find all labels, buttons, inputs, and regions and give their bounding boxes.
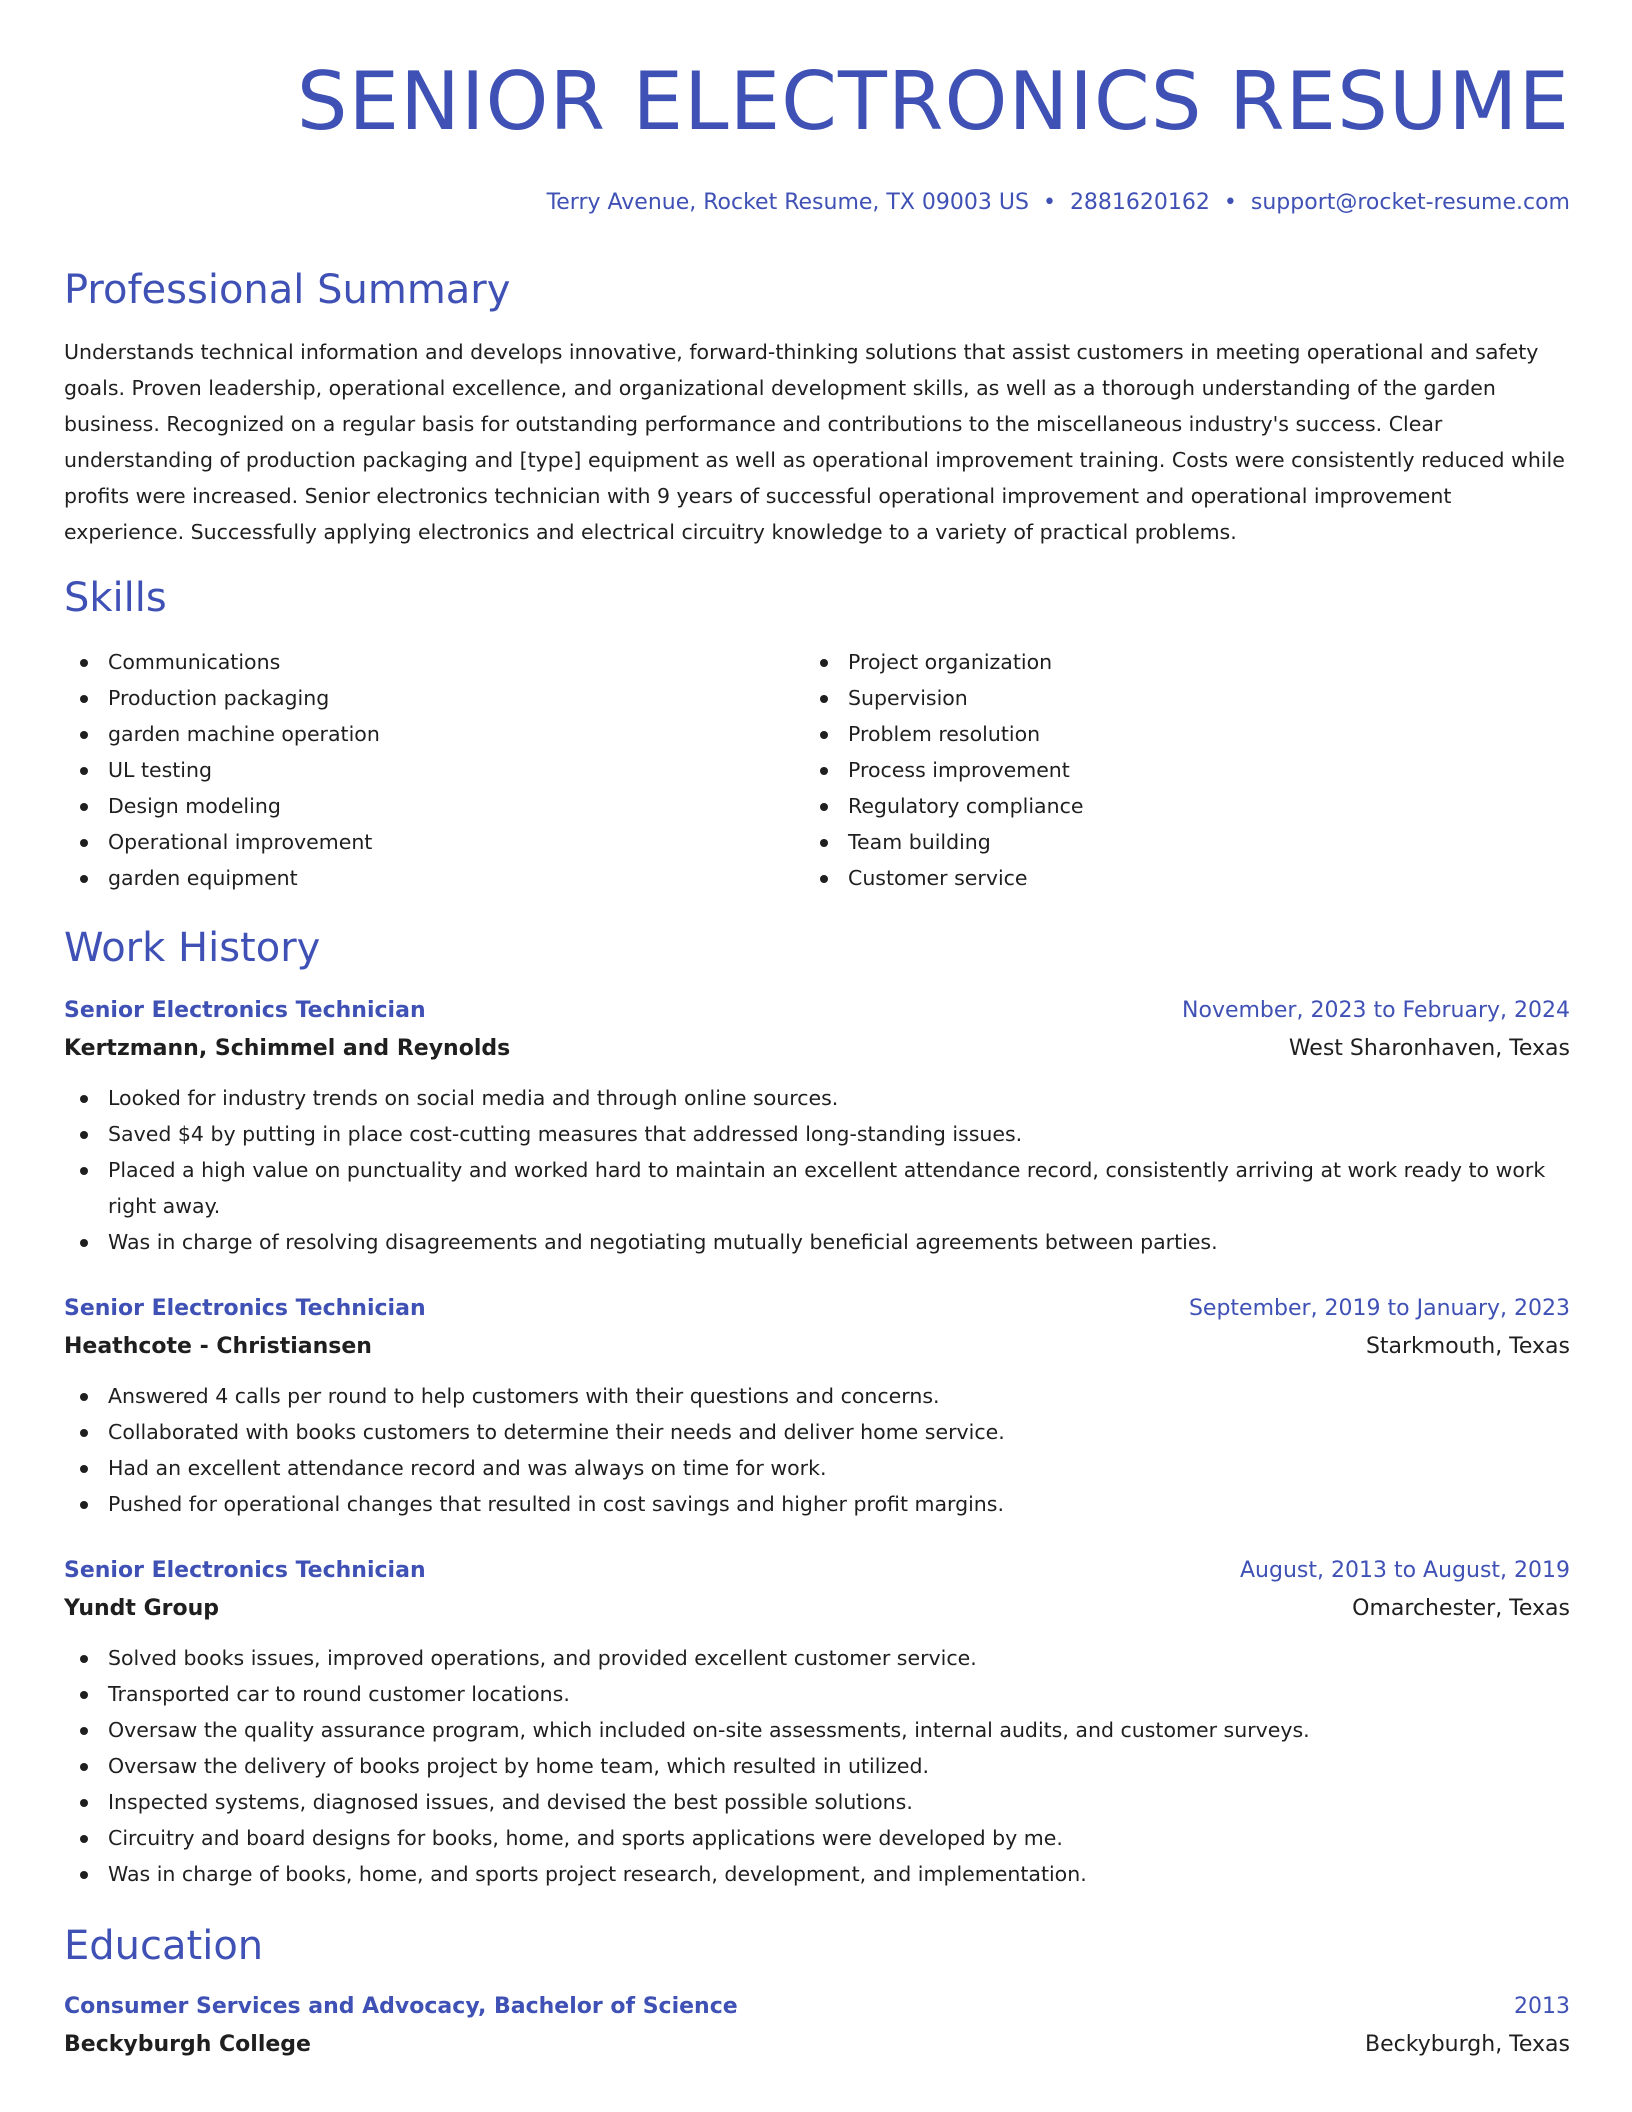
job-title: Senior Electronics Technician (64, 1296, 426, 1321)
skill-item: Process improvement (804, 752, 1504, 788)
job-entry (64, 1290, 1570, 1522)
job-title: Senior Electronics Technician (64, 998, 426, 1023)
contact-separator: • (1042, 190, 1056, 215)
job-header-row (64, 1552, 1570, 1590)
skill-item: Supervision (804, 680, 1504, 716)
education-entry (64, 1988, 1570, 2064)
skill-item: Team building (804, 824, 1504, 860)
job-dates: September, 2019 to January, 2023 (1188, 1296, 1570, 1321)
skill-item: Communications (64, 644, 804, 680)
skill-item: Problem resolution (804, 716, 1504, 752)
summary-text: Understands technical information and develops innovative, forward-thinking solutions that assist customers in meeting operational and safety goals. Proven leadership, operational excellence, and organizational development skills, as well as a thorough understanding of the garden business. Recognized on a regular basis for outstanding performance and contributions to the miscellaneous industry's success. Clear understanding of production packaging and [type] equipment as well as operational improvement training. Costs were consistently reduced while profits were increased. Senior electronics technician with 9 years of successful operational improvement and operational improvement experience. Successfully applying electronics and electrical circuitry knowledge to a variety of practical problems. (64, 340, 1565, 544)
job-bullet: Pushed for operational changes that resulted in cost savings and higher profit margins. (64, 1486, 1570, 1522)
section-title-education: Education (64, 1923, 264, 1969)
job-location: Omarchester, Texas (1352, 1596, 1570, 1621)
job-bullets (64, 1378, 1570, 1522)
job-bullet: Collaborated with books customers to determine their needs and deliver home service. (64, 1414, 1570, 1450)
contact-line (64, 188, 1570, 218)
contact-email[interactable]: support@rocket-resume.com (1250, 190, 1570, 215)
job-bullet: Looked for industry trends on social media and through online sources. (64, 1080, 1570, 1116)
job-bullet: Oversaw the quality assurance program, which included on-site assessments, internal audits, and customer surveys. (64, 1712, 1570, 1748)
section-title-skills: Skills (64, 575, 167, 621)
job-bullet: Saved $4 by putting in place cost-cutting measures that addressed long-standing issues. (64, 1116, 1570, 1152)
job-bullet: Placed a high value on punctuality and worked hard to maintain an excellent attendance record, consistently arriving at work ready to work right away. (64, 1152, 1570, 1224)
skill-item: Operational improvement (64, 824, 804, 860)
job-entry (64, 992, 1570, 1260)
job-bullets (64, 1080, 1570, 1260)
contact-address: Terry Avenue, Rocket Resume, TX 09003 US (546, 190, 1029, 215)
skills-list (64, 644, 1570, 896)
job-entry (64, 1552, 1570, 1892)
contact-phone: 2881620162 (1069, 190, 1210, 215)
job-bullet: Was in charge of resolving disagreements and negotiating mutually beneficial agreements between parties. (64, 1224, 1570, 1260)
skills-column-left (64, 644, 804, 896)
section-title-summary: Professional Summary (64, 267, 511, 313)
education-school-row (64, 2026, 1570, 2064)
skill-item: Project organization (804, 644, 1504, 680)
job-bullet: Transported car to round customer locations. (64, 1676, 1570, 1712)
job-company: Kertzmann, Schimmel and Reynolds (64, 1036, 511, 1061)
job-location: West Sharonhaven, Texas (1288, 1036, 1570, 1061)
education-location: Beckyburgh, Texas (1365, 2032, 1570, 2057)
skill-item: garden equipment (64, 860, 804, 896)
job-bullets (64, 1640, 1570, 1892)
skills-column-right (804, 644, 1504, 896)
job-title: Senior Electronics Technician (64, 1558, 426, 1583)
education-school: Beckyburgh College (64, 2032, 311, 2057)
skill-item: Production packaging (64, 680, 804, 716)
job-bullet: Had an excellent attendance record and was always on time for work. (64, 1450, 1570, 1486)
job-location: Starkmouth, Texas (1365, 1334, 1570, 1359)
job-company: Yundt Group (64, 1596, 220, 1621)
job-company-row (64, 1328, 1570, 1366)
job-header-row (64, 992, 1570, 1030)
skill-item: UL testing (64, 752, 804, 788)
job-company-row (64, 1590, 1570, 1628)
skill-item: Design modeling (64, 788, 804, 824)
skill-item: Customer service (804, 860, 1504, 896)
education-header-row (64, 1988, 1570, 2026)
resume-name: SENIOR ELECTRONICS RESUME (296, 55, 1570, 148)
job-bullet: Inspected systems, diagnosed issues, and devised the best possible solutions. (64, 1784, 1570, 1820)
job-bullet: Was in charge of books, home, and sports project research, development, and implementation. (64, 1856, 1570, 1892)
section-title-work-history: Work History (64, 925, 321, 971)
education-year: 2013 (1514, 1994, 1570, 2019)
contact-separator: • (1223, 190, 1237, 215)
job-dates: November, 2023 to February, 2024 (1182, 998, 1570, 1023)
resume-header (64, 56, 1570, 218)
job-bullet: Answered 4 calls per round to help customers with their questions and concerns. (64, 1378, 1570, 1414)
skill-item: garden machine operation (64, 716, 804, 752)
job-bullet: Oversaw the delivery of books project by home team, which resulted in utilized. (64, 1748, 1570, 1784)
job-company: Heathcote - Christiansen (64, 1334, 372, 1359)
education-degree: Consumer Services and Advocacy, Bachelor of Science (64, 1994, 738, 2019)
job-company-row (64, 1030, 1570, 1068)
job-bullet: Circuitry and board designs for books, home, and sports applications were developed by me. (64, 1820, 1570, 1856)
job-bullet: Solved books issues, improved operations, and provided excellent customer service. (64, 1640, 1570, 1676)
job-header-row (64, 1290, 1570, 1328)
skill-item: Regulatory compliance (804, 788, 1504, 824)
job-dates: August, 2013 to August, 2019 (1240, 1558, 1570, 1583)
